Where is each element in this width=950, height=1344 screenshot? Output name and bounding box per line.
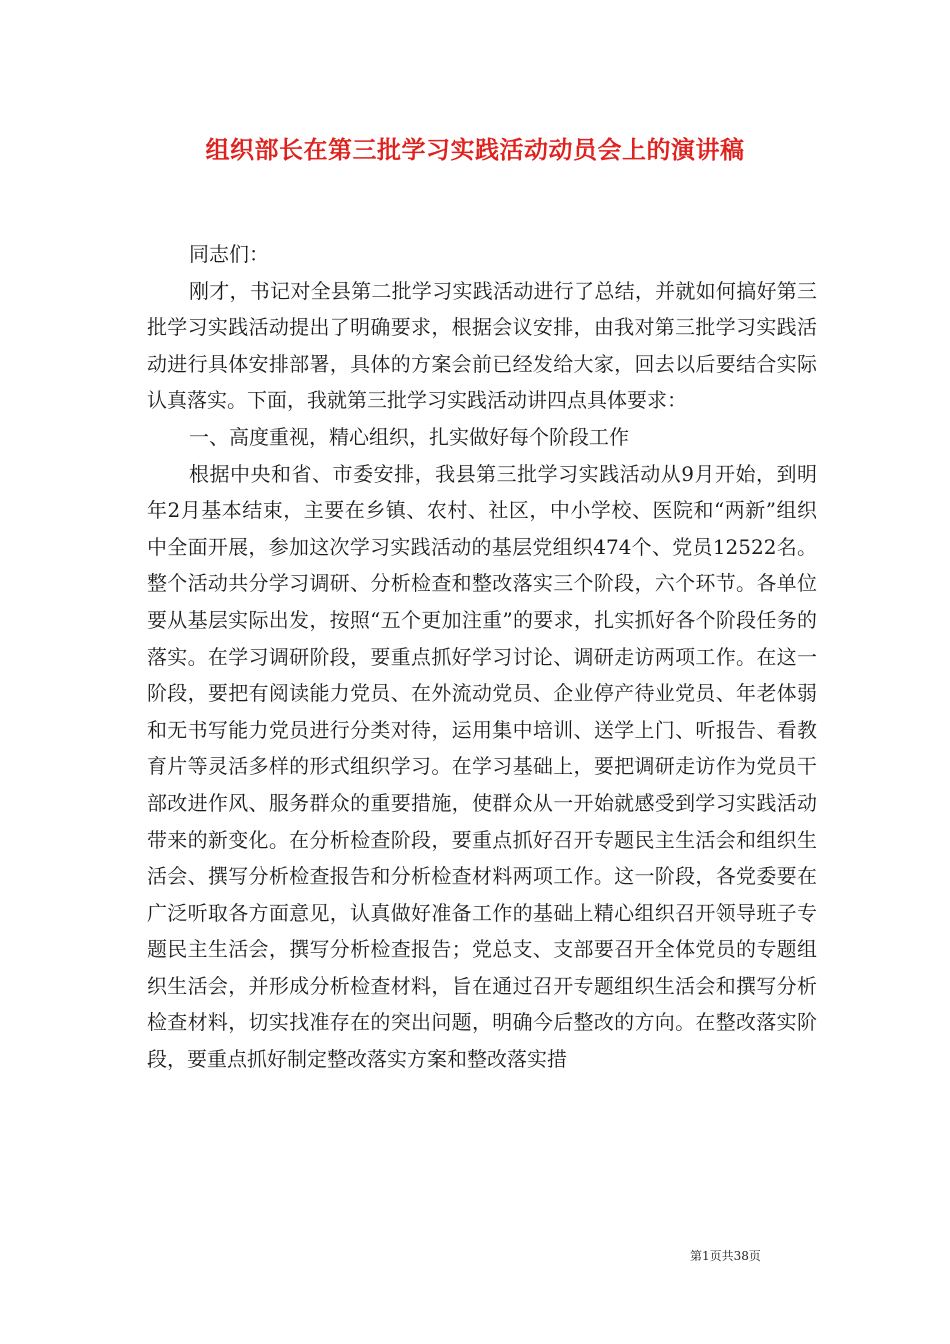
section-paragraph: 根据中央和省、市委安排，我县第三批学习实践活动从9月开始，到明年2月基本结束，主要在乡镇、农村、社区，中小学校、医院和“两新”组织中全面开展，参加这次学习实践活动的基层党组织474个、党员12522名。整个活动共分学习调研、分析检查和整改落实三个阶段，六个环节。各单位要从基层实际出发，按照“五个更加注重”的要求，扎实抓好各个阶段任务的落实。在学习调研阶段，要重点抓好学习讨论、调研走访两项工作。在这一阶段，要把有阅读能力党员、在外流动党员、企业停产待业党员、年老体弱和无书写能力党员进行分类对待，运用集中培训、送学上门、听报告、看教育片等灵活多样的形式组织学习。在学习基础上，要把调研走访作为党员干部改进作风、服务群众的重要措施，使群众从一开始就感受到学习实践活动带来的新变化。在分析检查阶段，要重点抓好召开专题民主生活会和组织生活会、撰写分析检查报告和分析检查材料两项工作。这一阶段，各党委要在广泛听取各方面意见，认真做好准备工作的基础上精心组织召开领导班子专题民主生活会，撰写分析检查报告；党总支、支部要召开全体党员的专题组织生活会，并形成分析检查材料，旨在通过召开专题组织生活会和撰写分析检查材料，切实找准存在的突出问题，明确今后整改的方向。在整改落实阶段，要重点抓好制定整改落实方案和整改落实措 [147,461,817,1072]
section-heading: 一、高度重视，精心组织，扎实做好每个阶段工作 [189,424,629,449]
page-number: 第1页共38页 [690,1249,761,1263]
document-body [147,236,817,1078]
salutation: 同志们： [189,242,269,266]
document-title: 组织部长在第三批学习实践活动动员会上的演讲稿 [205,135,745,164]
intro-paragraph: 刚才，书记对全县第二批学习实践活动进行了总结，并就如何搞好第三批学习实践活动提出了明确要求，根据会议安排，由我对第三批学习实践活动进行具体安排部署，具体的方案会前已经发给大家，回去以后要结合实际认真落实。下面，我就第三批学习实践活动讲四点具体要求： [147,278,817,413]
